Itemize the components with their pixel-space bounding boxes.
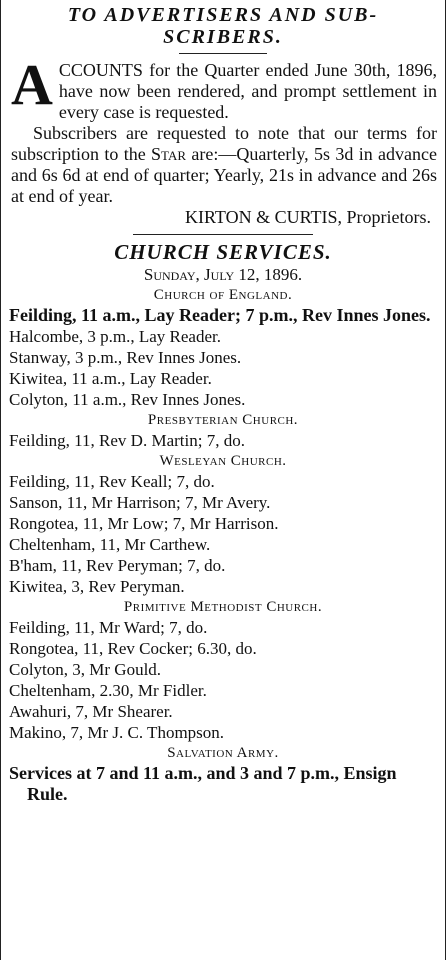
star-name: Star [151, 144, 187, 164]
church-heading: Presbyterian Church. [147, 412, 299, 428]
accounts-paragraph [11, 52, 437, 123]
subscription-paragraph [11, 123, 437, 207]
church-heading: Church of England. [153, 287, 293, 303]
notice-title-line1: TO ADVERTISERS AND SUB- [67, 4, 379, 26]
primitive-methodist-section [1, 597, 445, 743]
service-entry: Makino, 7, Mr J. C. Thompson. [9, 723, 225, 742]
service-entry: Halcombe, 3 p.m., Lay Reader. [9, 327, 221, 346]
service-entry: Awahuri, 7, Mr Shearer. [9, 702, 173, 721]
service-entry: Colyton, 11 a.m., Rev Innes Jones. [9, 390, 246, 409]
church-of-england-section [1, 285, 445, 410]
proprietors-signature: KIRTON & CURTIS, Proprietors. [184, 207, 431, 227]
church-heading: Primitive Methodist Church. [123, 599, 323, 615]
service-entry: Services at 7 and 11 a.m., and 3 and 7 p.m., Ensign Rule. [9, 763, 397, 804]
subscription-text-before: Subscribers are requested to note that our terms for subscription to the [11, 123, 437, 164]
service-entry: Kiwitea, 11 a.m., Lay Reader. [9, 369, 212, 388]
services-title: CHURCH SERVICES. [114, 240, 332, 264]
service-entry: Feilding, 11, Rev D. Martin; 7, do. [9, 431, 245, 450]
service-entry: Cheltenham, 11, Mr Carthew. [9, 535, 211, 554]
service-entry: Colyton, 3, Mr Gould. [9, 660, 162, 679]
service-entry: Rongotea, 11, Rev Cocker; 6.30, do. [9, 639, 257, 658]
service-entry: Feilding, 11 a.m., Lay Reader; 7 p.m., Rev Innes Jones. [9, 305, 431, 325]
service-entry: Feilding, 11, Rev Keall; 7, do. [9, 472, 215, 491]
title-rule [179, 53, 267, 54]
service-entry: Sanson, 11, Mr Harrison; 7, Mr Avery. [9, 493, 271, 512]
wesleyan-section [1, 451, 445, 597]
notice-title-line2: SCRIBERS. [163, 26, 283, 48]
section-divider [133, 234, 313, 235]
subscription-text-after: are:—Quarterly, 5s 3d in advance and 6s 6d at end of quarter; Yearly, 21s in advance and 26s at end of year. [11, 144, 438, 206]
church-heading: Salvation Army. [167, 745, 279, 761]
notice-title [1, 0, 445, 48]
drop-cap: A [11, 52, 53, 117]
church-heading: Wesleyan Church. [159, 453, 287, 469]
accounts-text: CCOUNTS for the Quarter ended June 30th, 1896, have now been rendered, and prompt settlement in every case is requested. [58, 60, 437, 122]
service-entry: B'ham, 11, Rev Peryman; 7, do. [9, 556, 226, 575]
service-entry: Stanway, 3 p.m., Rev Innes Jones. [9, 348, 242, 367]
service-entry: Kiwitea, 3, Rev Peryman. [9, 577, 185, 596]
service-entry: Feilding, 11, Mr Ward; 7, do. [9, 618, 208, 637]
service-entry: Cheltenham, 2.30, Mr Fidler. [9, 681, 207, 700]
service-entry: Rongotea, 11, Mr Low; 7, Mr Harrison. [9, 514, 279, 533]
presbyterian-section [1, 410, 445, 451]
salvation-army-section [1, 743, 445, 805]
services-date: Sunday, July 12, 1896. [143, 265, 303, 284]
